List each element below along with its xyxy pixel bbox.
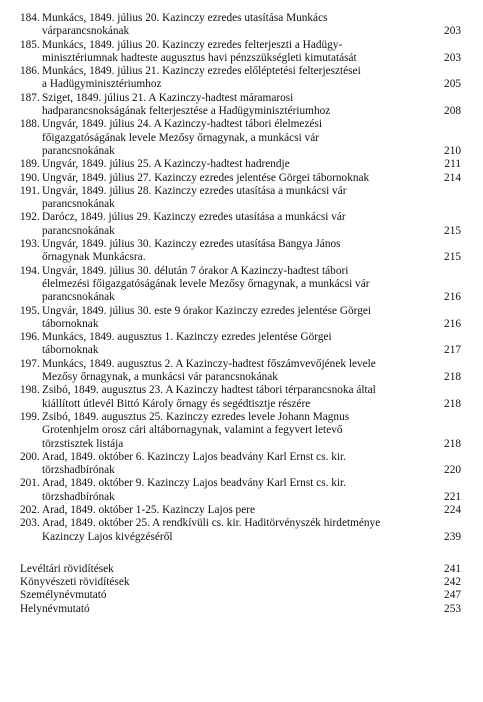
toc-entry [0, 211, 483, 238]
entry-title-line: Ungvár, 1849. július 24. A Kazinczy-hadtest tábori élelmezési [42, 118, 323, 131]
entry-page-number: 203 [444, 51, 461, 64]
entry-title [42, 384, 445, 411]
entry-title [42, 477, 445, 504]
entry-title-line: parancsnokának [42, 198, 115, 211]
entry-page-number: 214 [444, 171, 461, 184]
entry-title-line: kiállított útlevél Bittó Károly őrnagy és segédtisztje részére [42, 397, 311, 410]
entry-title [42, 12, 445, 39]
toc-entry [0, 265, 483, 305]
entry-number: 199. [20, 410, 40, 423]
entry-title-line: Ungvár, 1849. július 25. A Kazinczy-hadtest hadrendje [42, 158, 290, 171]
entry-page-number: 218 [444, 371, 461, 384]
entry-number: 191. [20, 184, 40, 197]
appendix-entry [0, 603, 483, 616]
entry-page-number: 210 [444, 144, 461, 157]
entry-number: 190. [20, 171, 40, 184]
appendix-title: Levéltári rövidítések [20, 562, 114, 575]
entry-title-line: Mezősy őrnagynak, a munkácsi vár parancsnokának [42, 371, 278, 384]
entry-page-number: 205 [444, 78, 461, 91]
appendix-page-number: 247 [444, 589, 461, 602]
entry-title [42, 358, 445, 385]
entry-title-line: törzshadbírónak [42, 490, 115, 503]
entry-number: 200. [20, 450, 40, 463]
entry-title [42, 504, 445, 517]
entry-title-line: parancsnokának [42, 291, 115, 304]
entry-title-line: törzstisztek listája [42, 437, 124, 450]
entry-title-line: parancsnokának [42, 224, 115, 237]
entry-page-number: 215 [444, 251, 461, 264]
entry-page-number: 208 [444, 105, 461, 118]
entry-title-line: törzshadbírónak [42, 464, 115, 477]
entry-title-line: tábornoknak [42, 344, 99, 357]
entry-title [42, 331, 445, 358]
entry-title-line: tábornoknak [42, 317, 99, 330]
entry-title-line: hadparancsnokságának felterjesztése a Hadügyminisztériumhoz [42, 105, 331, 118]
entry-title-line: élelmezési főigazgatóságának levele Mezősy őrnagynak, a munkácsi vár [42, 277, 370, 290]
toc-entry [0, 477, 483, 504]
entry-number: 195. [20, 304, 40, 317]
entry-title-line: Sziget, 1849. július 21. A Kazinczy-hadtest máramarosi [42, 91, 294, 104]
entry-title-line: Munkács, 1849. július 21. Kazinczy ezredes előléptetési felterjesztései [42, 65, 361, 78]
appendix-page-number: 242 [444, 576, 461, 589]
entry-number: 201. [20, 477, 40, 490]
entry-title [42, 238, 445, 265]
entry-page-number: 217 [444, 344, 461, 357]
entry-title-line: Zsibó, 1849. augusztus 23. A Kazinczy hadtest tábori térparancsnoka által [42, 384, 376, 397]
entry-number: 189. [20, 158, 40, 171]
entry-title-line: Arad, 1849. október 6. Kazinczy Lajos beadvány Karl Ernst cs. kir. [42, 450, 346, 463]
entry-title-line: főigazgatóságának levele Mezősy őrnagynak, a munkácsi vár [42, 131, 319, 144]
entry-title [42, 185, 445, 212]
entry-page-number: 203 [444, 25, 461, 38]
toc-entry [0, 517, 483, 544]
entry-title-line: Zsibó, 1849. augusztus 25. Kazinczy ezredes levele Johann Magnus [42, 410, 350, 423]
appendix-entry [0, 589, 483, 602]
entry-title-line: Arad, 1849. október 25. A rendkívüli cs. kir. Haditörvényszék hirdetménye [42, 517, 381, 530]
entry-title-line: Ungvár, 1849. július 30. Kazinczy ezredes utasítása Bangya János [42, 238, 341, 251]
appendix-page-number: 241 [444, 562, 461, 575]
entry-title-line: Ungvár, 1849. július 28. Kazinczy ezredes utasítása a munkácsi vár [42, 184, 347, 197]
entry-title-line: Munkács, 1849. július 20. Kazinczy ezredes utasítása Munkács [42, 12, 328, 24]
appendix-entry [0, 563, 483, 576]
entry-page-number: 220 [444, 464, 461, 477]
entry-title [42, 211, 445, 238]
entry-title-line: várparancsnokának [42, 25, 130, 38]
toc-entry [0, 504, 483, 517]
entry-title [42, 118, 445, 158]
entry-title [42, 65, 445, 92]
section-gap [0, 544, 483, 563]
entry-number: 202. [20, 503, 40, 516]
entry-title [42, 39, 445, 66]
toc-entry [0, 384, 483, 411]
toc-entry [0, 358, 483, 385]
toc-entry [0, 411, 483, 451]
entry-number: 186. [20, 65, 40, 78]
toc-entry [0, 238, 483, 265]
entry-title-line: őrnagynak Munkácsra. [42, 251, 146, 264]
entry-title [42, 451, 445, 478]
entry-number: 184. [20, 12, 40, 24]
entry-title-line: Darócz, 1849. július 29. Kazinczy ezredes utasítása a munkácsi vár [42, 211, 346, 224]
entry-title-line: Ungvár, 1849. július 30. délután 7 órakor A Kazinczy-hadtest tábori [42, 264, 349, 277]
toc-entry [0, 12, 483, 39]
entry-title-line: Ungvár, 1849. július 30. este 9 órakor Kazinczy ezredes jelentése Görgei [42, 304, 372, 317]
entry-title [42, 158, 445, 171]
entry-title-line: parancsnokának [42, 144, 115, 157]
entry-page-number: 215 [444, 224, 461, 237]
entry-page-number: 218 [444, 437, 461, 450]
entry-title [42, 411, 445, 451]
entry-number: 196. [20, 331, 40, 344]
toc-entry [0, 185, 483, 212]
appendix-entries [0, 563, 483, 616]
entry-title [42, 305, 445, 332]
entry-title-line: Ungvár, 1849. július 27. Kazinczy ezredes jelentése Görgei tábornoknak [42, 171, 370, 184]
toc-entry [0, 39, 483, 66]
toc-entry [0, 158, 483, 171]
toc-entry [0, 65, 483, 92]
entry-number: 185. [20, 38, 40, 51]
appendix-entry [0, 576, 483, 589]
entry-title-line: Arad, 1849. október 1-25. Kazinczy Lajos pere [42, 503, 255, 516]
entry-number: 194. [20, 264, 40, 277]
appendix-title: Helynévmutató [20, 602, 90, 615]
entry-title [42, 517, 445, 544]
entry-page-number: 224 [444, 503, 461, 516]
entry-number: 198. [20, 384, 40, 397]
entry-number: 193. [20, 238, 40, 251]
document-entries [0, 12, 483, 544]
entry-title [42, 265, 445, 305]
table-of-contents [0, 12, 483, 616]
toc-entry [0, 172, 483, 185]
entry-page-number: 216 [444, 291, 461, 304]
entry-title-line: minisztériumnak hadteste augusztus havi pénzszükségleti kimutatását [42, 51, 357, 64]
toc-entry [0, 451, 483, 478]
entry-title-line: a Hadügyminisztériumhoz [42, 78, 162, 91]
toc-entry [0, 92, 483, 119]
entry-title-line: Kazinczy Lajos kivégzéséről [42, 530, 173, 543]
entry-number: 188. [20, 118, 40, 131]
entry-number: 192. [20, 211, 40, 224]
entry-title-line: Arad, 1849. október 9. Kazinczy Lajos beadvány Karl Ernst cs. kir. [42, 477, 346, 490]
entry-number: 187. [20, 91, 40, 104]
appendix-title: Könyvészeti rövidítések [20, 576, 130, 589]
toc-entry [0, 118, 483, 158]
entry-number: 203. [20, 517, 40, 530]
toc-entry [0, 331, 483, 358]
entry-page-number: 221 [444, 490, 461, 503]
entry-title [42, 172, 445, 185]
entry-title-line: Munkács, 1849. augusztus 2. A Kazinczy-hadtest főszámvevőjének levele [42, 357, 376, 370]
entry-page-number: 218 [444, 397, 461, 410]
entry-title-line: Grotenhjelm orosz cári altábornagynak, valamint a fegyvert letevő [42, 424, 343, 437]
entry-page-number: 239 [444, 530, 461, 543]
appendix-page-number: 253 [444, 602, 461, 615]
entry-title-line: Munkács, 1849. augusztus 1. Kazinczy ezredes jelentése Görgei [42, 331, 332, 344]
appendix-title: Személynévmutató [20, 589, 107, 602]
entry-page-number: 216 [444, 317, 461, 330]
entry-title [42, 92, 445, 119]
toc-entry [0, 305, 483, 332]
entry-title-line: Munkács, 1849. július 20. Kazinczy ezredes felterjeszti a Hadügy- [42, 38, 343, 51]
entry-number: 197. [20, 357, 40, 370]
entry-page-number: 211 [444, 158, 461, 171]
